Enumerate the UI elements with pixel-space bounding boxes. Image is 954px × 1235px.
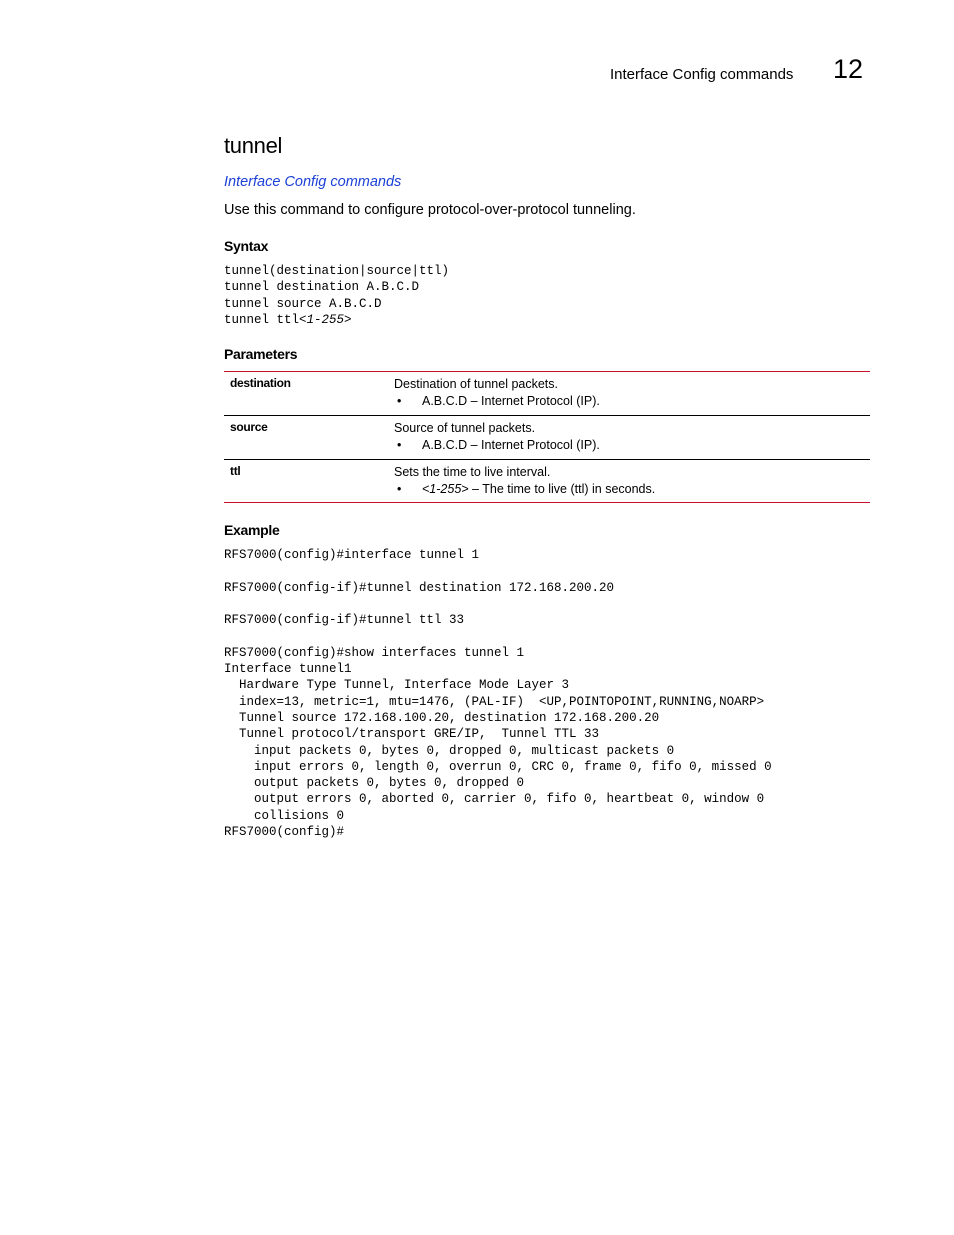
bullet-item bbox=[394, 481, 655, 498]
example-code: RFS7000(config)#interface tunnel 1 RFS7000(config-if)#tunnel destination 172.168.200.20 RFS7000(config-if)#tunnel ttl 33 RFS7000(config)#show interfaces tunnel 1 Interface tunnel1 Hardware Type Tunnel, Interface Mode Layer 3 index=13, metric=1, mtu=1476, (PAL-IF) <UP,POINTOPOINT,RUNNING,NOARP> Tunnel source 172.168.100.20, destination 172.168.200.20 Tunnel protocol/transport GRE/IP, Tunnel TTL 33 input packets 0, bytes 0, dropped 0, multicast packets 0 input errors 0, length 0, overrun 0, CRC 0, frame 0, fifo 0, missed 0 output packets 0, bytes 0, dropped 0 output errors 0, aborted 0, carrier 0, fifo 0, heartbeat 0, window 0 collisions 0 RFS7000(config)# bbox=[224, 548, 772, 840]
parameter-description bbox=[394, 460, 655, 502]
bullet-icon: • bbox=[397, 482, 402, 496]
parameter-row bbox=[224, 415, 870, 459]
breadcrumb-link[interactable]: Interface Config commands bbox=[224, 174, 402, 190]
example-heading: Example bbox=[224, 522, 280, 538]
parameter-desc-text: Source of tunnel packets. bbox=[394, 421, 536, 435]
parameter-name: source bbox=[230, 420, 268, 434]
bullet-text: – The time to live (ttl) in seconds. bbox=[468, 482, 656, 496]
parameter-desc-text: Destination of tunnel packets. bbox=[394, 377, 558, 391]
bullet-text: A.B.C.D – Internet Protocol (IP). bbox=[422, 394, 600, 408]
running-header-title: Interface Config commands bbox=[610, 66, 794, 83]
bullet-item bbox=[394, 437, 600, 454]
parameter-row bbox=[224, 372, 870, 415]
bullet-item bbox=[394, 393, 600, 410]
syntax-line: tunnel source A.B.C.D bbox=[224, 296, 382, 311]
parameter-row bbox=[224, 459, 870, 502]
syntax-heading: Syntax bbox=[224, 238, 269, 254]
parameter-name: ttl bbox=[230, 464, 241, 478]
parameter-description bbox=[394, 372, 600, 415]
syntax-line: tunnel ttl bbox=[224, 312, 300, 327]
parameter-name: destination bbox=[230, 376, 291, 390]
parameters-table bbox=[224, 371, 870, 503]
parameter-desc-text: Sets the time to live interval. bbox=[394, 465, 551, 479]
syntax-line: tunnel destination A.B.C.D bbox=[224, 280, 420, 295]
intro-text: Use this command to configure protocol-over-protocol tunneling. bbox=[224, 202, 636, 218]
syntax-line: tunnel(destination|source|ttl) bbox=[224, 264, 450, 278]
bullet-text: A.B.C.D – Internet Protocol (IP). bbox=[422, 438, 600, 452]
syntax-variable: <1-255> bbox=[299, 312, 352, 327]
bullet-icon: • bbox=[397, 438, 402, 452]
bullet-icon: • bbox=[397, 394, 402, 408]
page-title: tunnel bbox=[224, 133, 283, 158]
bullet-variable: <1-255> bbox=[422, 482, 469, 496]
syntax-code bbox=[224, 263, 449, 328]
chapter-number: 12 bbox=[833, 54, 864, 84]
parameters-heading: Parameters bbox=[224, 346, 298, 362]
parameter-description bbox=[394, 416, 600, 459]
